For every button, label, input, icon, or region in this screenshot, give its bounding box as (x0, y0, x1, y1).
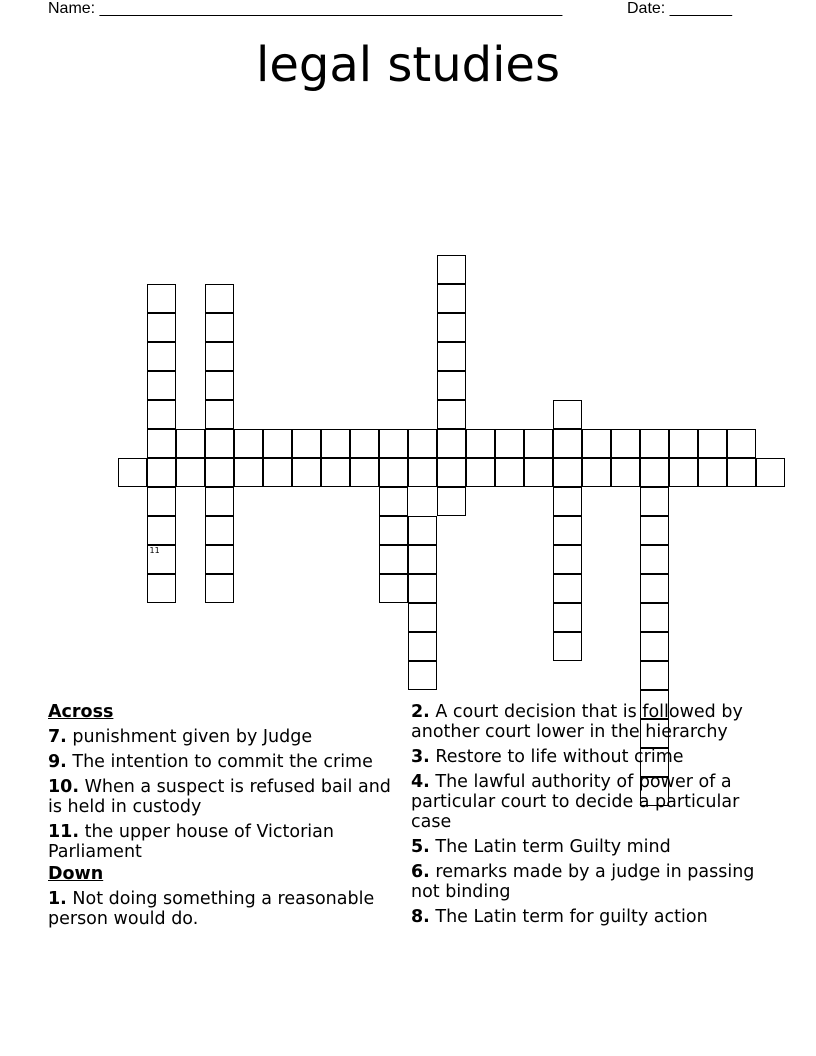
grid-cell[interactable] (495, 458, 524, 487)
grid-cell[interactable] (176, 458, 205, 487)
grid-cell[interactable] (640, 661, 669, 690)
grid-cell[interactable] (147, 458, 176, 487)
grid-cell[interactable] (350, 458, 379, 487)
grid-cell[interactable] (234, 429, 263, 458)
grid-cell[interactable] (640, 487, 669, 516)
grid-cell[interactable] (205, 429, 234, 458)
grid-cell[interactable] (611, 429, 640, 458)
grid-cell[interactable] (437, 487, 466, 516)
grid-cell[interactable] (640, 574, 669, 603)
down-heading: Down (48, 864, 104, 884)
grid-cell[interactable] (553, 400, 582, 429)
grid-cell[interactable] (408, 603, 437, 632)
grid-cell[interactable] (553, 516, 582, 545)
grid-cell[interactable] (553, 487, 582, 516)
grid-cell[interactable] (437, 342, 466, 371)
grid-cell[interactable] (379, 458, 408, 487)
grid-cell[interactable] (553, 429, 582, 458)
clue-down-6: 6. remarks made by a judge in passing not binding (411, 862, 755, 902)
grid-cell[interactable] (437, 429, 466, 458)
clue-down-5: 5. The Latin term Guilty mind (411, 837, 671, 857)
grid-cell[interactable] (698, 429, 727, 458)
grid-cell[interactable] (263, 429, 292, 458)
grid-cell[interactable] (205, 458, 234, 487)
grid-cell[interactable] (205, 574, 234, 603)
date-line: Date: _______ (627, 0, 732, 17)
clue-down-1: 1. Not doing something a reasonable person would do. (48, 889, 375, 929)
grid-cell[interactable] (553, 632, 582, 661)
grid-cell[interactable] (147, 516, 176, 545)
grid-cell[interactable] (553, 574, 582, 603)
grid-cell[interactable] (205, 313, 234, 342)
clue-across-9: 9. The intention to commit the crime (48, 752, 373, 772)
grid-cell[interactable] (669, 458, 698, 487)
grid-cell[interactable] (553, 458, 582, 487)
grid-cell[interactable] (553, 545, 582, 574)
grid-cell[interactable] (176, 429, 205, 458)
name-line: Name: ____________________________________________________ (48, 0, 563, 17)
grid-cell[interactable] (466, 458, 495, 487)
grid-cell[interactable] (727, 429, 756, 458)
grid-cell[interactable] (408, 545, 437, 574)
clues-left-column (48, 702, 398, 934)
grid-cell[interactable] (205, 487, 234, 516)
grid-cell[interactable] (582, 429, 611, 458)
grid-cell[interactable] (437, 371, 466, 400)
grid-cell[interactable] (379, 516, 408, 545)
grid-cell[interactable] (640, 429, 669, 458)
grid-cell[interactable] (147, 342, 176, 371)
grid-cell[interactable] (582, 458, 611, 487)
grid-cell[interactable] (321, 429, 350, 458)
grid-cell[interactable] (524, 458, 553, 487)
grid-cell[interactable] (263, 458, 292, 487)
grid-cell[interactable] (205, 516, 234, 545)
grid-cell[interactable] (727, 458, 756, 487)
grid-cell[interactable] (118, 458, 147, 487)
grid-cell[interactable] (147, 284, 176, 313)
grid-cell[interactable] (524, 429, 553, 458)
clue-down-8: 8. The Latin term for guilty action (411, 907, 708, 927)
grid-cell[interactable] (147, 545, 176, 574)
grid-cell[interactable] (205, 371, 234, 400)
clue-across-10: 10. When a suspect is refused bail and is held in custody (48, 777, 391, 817)
grid-cell[interactable] (350, 429, 379, 458)
grid-cell[interactable] (408, 632, 437, 661)
grid-cell[interactable] (321, 458, 350, 487)
clue-down-4: 4. The lawful authority of power of a particular court to decide a particular case (411, 772, 740, 832)
grid-cell[interactable] (408, 661, 437, 690)
clue-down-2: 2. A court decision that is followed by another court lower in the hierarchy (411, 702, 743, 742)
grid-cell[interactable] (611, 458, 640, 487)
grid-cell[interactable] (205, 400, 234, 429)
grid-cell[interactable] (292, 458, 321, 487)
grid-cell[interactable] (147, 574, 176, 603)
grid-cell[interactable] (437, 458, 466, 487)
clue-across-11: 11. the upper house of Victorian Parliament (48, 822, 334, 862)
grid-cell[interactable] (205, 342, 234, 371)
grid-cell[interactable] (147, 487, 176, 516)
grid-cell[interactable] (640, 632, 669, 661)
page-title: legal studies (256, 37, 560, 93)
grid-cell[interactable] (379, 487, 408, 516)
grid-cell[interactable] (669, 429, 698, 458)
grid-cell[interactable] (379, 545, 408, 574)
grid-cell[interactable] (553, 603, 582, 632)
grid-cell[interactable] (379, 574, 408, 603)
grid-cell[interactable] (756, 458, 785, 487)
clue-across-7: 7. punishment given by Judge (48, 727, 313, 747)
grid-cell[interactable] (408, 429, 437, 458)
grid-cell[interactable] (408, 516, 437, 545)
grid-cell[interactable] (408, 458, 437, 487)
grid-cell[interactable] (640, 458, 669, 487)
grid-cell[interactable] (292, 429, 321, 458)
grid-cell[interactable] (640, 545, 669, 574)
grid-cell[interactable] (437, 284, 466, 313)
clues-right-column (411, 702, 771, 932)
grid-cell[interactable] (205, 284, 234, 313)
clue-down-3: 3. Restore to life without crime (411, 747, 684, 767)
grid-cell[interactable] (234, 458, 263, 487)
grid-cell[interactable] (466, 429, 495, 458)
grid-cell[interactable] (147, 400, 176, 429)
grid-cell[interactable] (205, 545, 234, 574)
grid-cell[interactable] (147, 429, 176, 458)
across-heading: Across (48, 702, 114, 722)
grid-cell[interactable] (437, 313, 466, 342)
grid-cell[interactable] (437, 400, 466, 429)
grid-cell[interactable] (698, 458, 727, 487)
grid-cell[interactable] (640, 603, 669, 632)
grid-cell[interactable] (379, 429, 408, 458)
grid-cell[interactable] (408, 574, 437, 603)
grid-cell[interactable] (437, 255, 466, 284)
clue-number: 11 (149, 545, 160, 555)
grid-cell[interactable] (495, 429, 524, 458)
grid-cell[interactable] (147, 371, 176, 400)
grid-cell[interactable] (640, 516, 669, 545)
grid-cell[interactable] (147, 313, 176, 342)
